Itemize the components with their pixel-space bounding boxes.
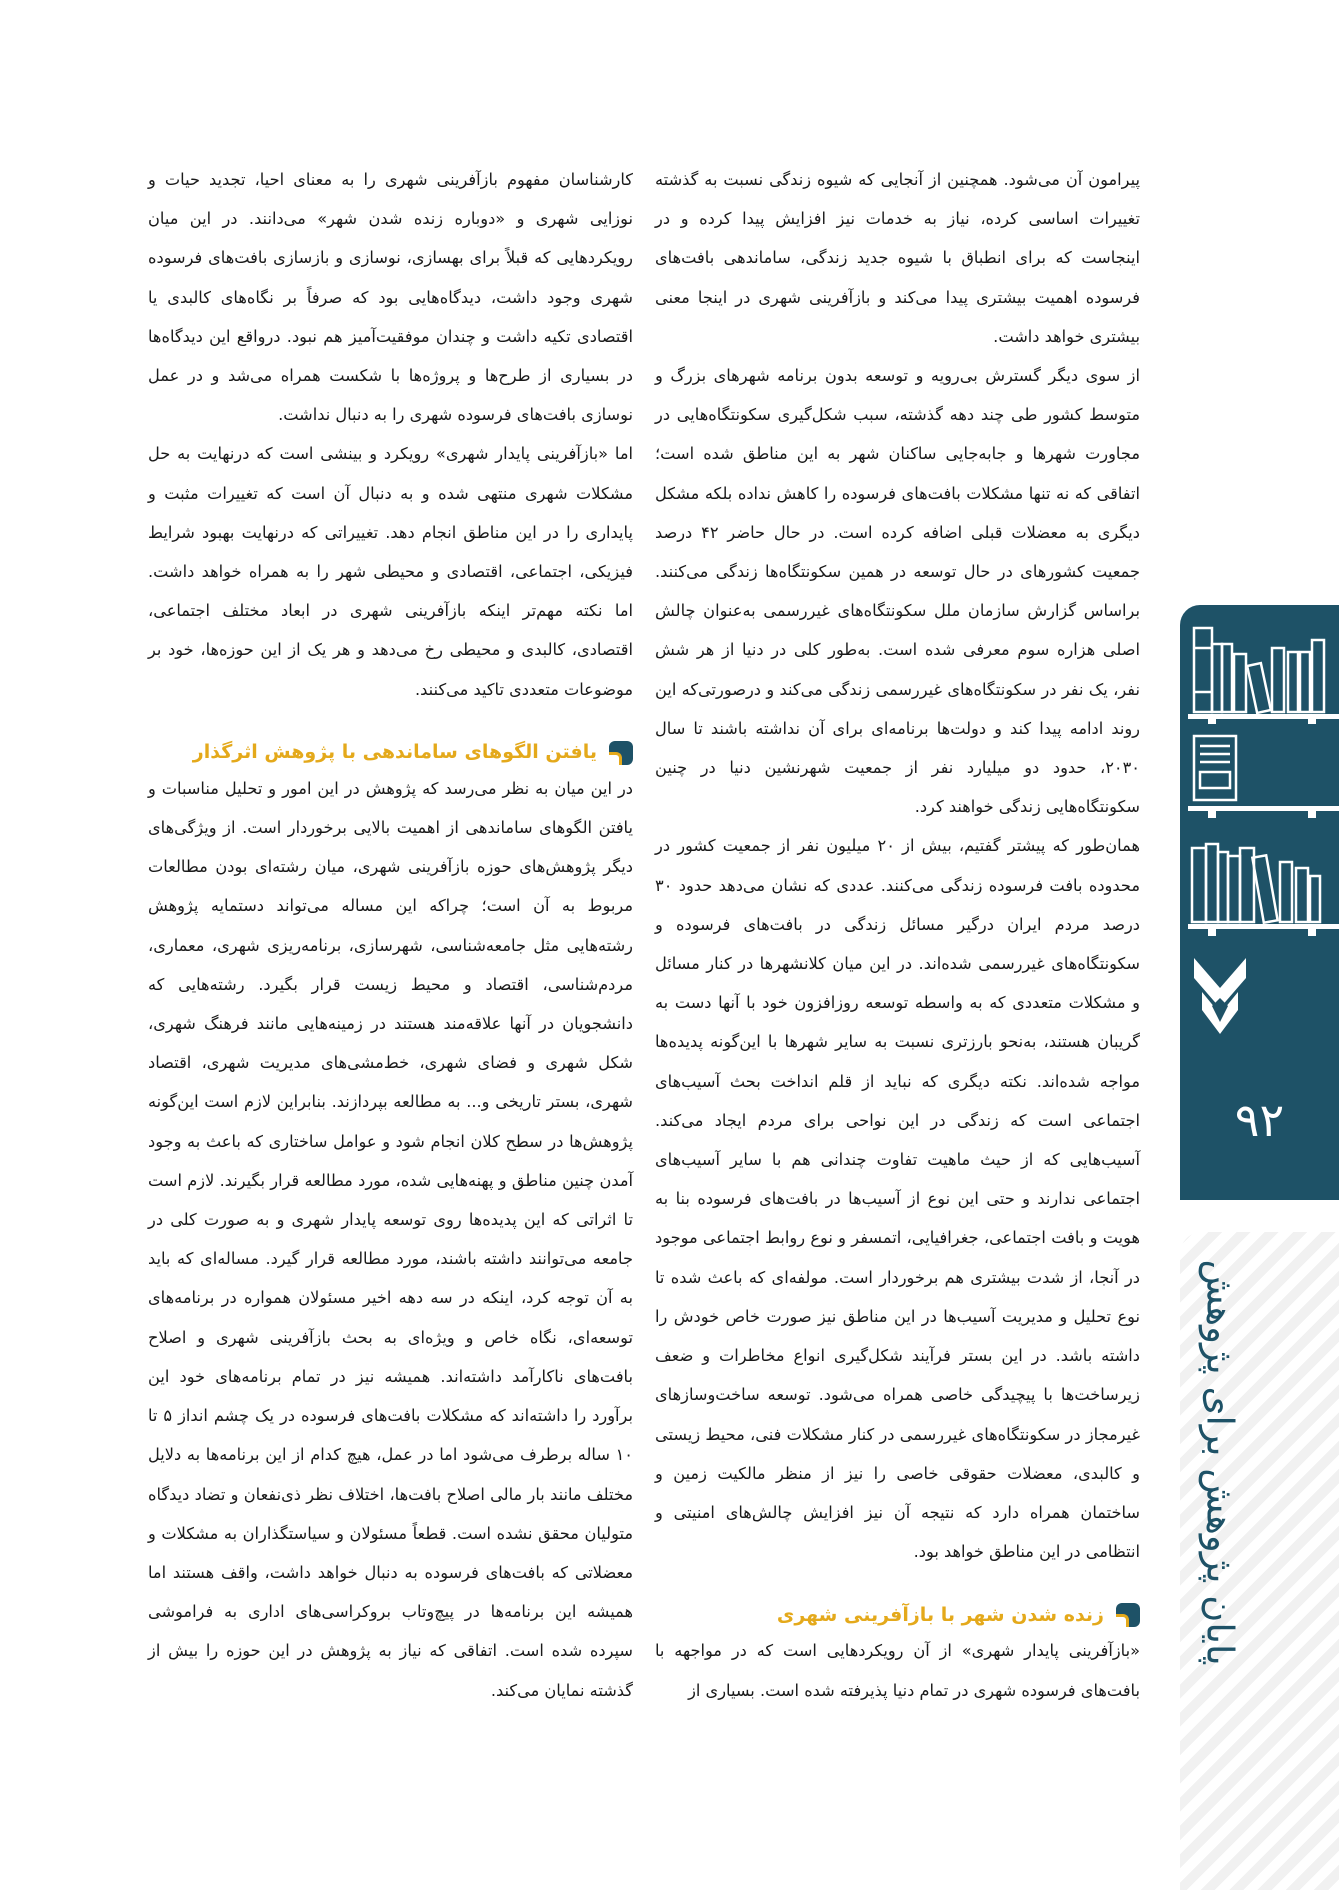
university-logo-icon xyxy=(1190,948,1250,1048)
paragraph: پیرامون آن می‌شود. همچنین از آنجایی که شیوه زندگی نسبت به گذشته تغییرات اساسی کرده، نیاز به خدمات نیز افزایش پیدا کرده و در اینجاست که برای انطباق با شیوه جدید زندگی، ساماندهی بافت‌های فرسوده اهمیت بیشتری پیدا می‌کند و بازآفرینی شهری در اینجا معنی بیشتری خواهد داشت. xyxy=(655,170,1140,346)
section-heading-text: زنده شدن شهر با بازآفرینی شهری xyxy=(776,1603,1104,1626)
books-shelf-icon xyxy=(1188,826,1339,938)
heading-bullet-icon xyxy=(609,741,633,765)
books-shelf-icon xyxy=(1188,614,1339,724)
left-column xyxy=(148,160,633,1710)
page-number: ۹۲ xyxy=(1234,1093,1285,1147)
heading-bullet-icon xyxy=(1116,1603,1140,1627)
section-heading xyxy=(148,733,633,773)
series-title-text: پایان پژوهش برای پژوهش xyxy=(1198,1258,1242,1666)
series-title xyxy=(1180,1242,1260,1682)
paragraph: از سوی دیگر گسترش بی‌رویه و توسعه بدون برنامه شهرهای بزرگ و متوسط کشور طی چند دهه گذشته، سبب شکل‌گیری سکونتگاه‌هایی در مجاورت شهرها و جابه‌جایی ساکنان شهر به این مناطق شده است؛ اتفاقی که نه تنها مشکلات بافت‌های فرسوده را کاهش نداده بلکه مشکل دیگری به معضلات قبلی اضافه کرده است. در حال حاضر ۴۲ درصد جمعیت کشورهای در حال توسعه در همین سکونتگاه‌ها زندگی می‌کنند. براساس گزارش سازمان ملل سکونتگاه‌های غیررسمی به‌عنوان چالش اصلی هزاره سوم معرفی شده است. به‌طور کلی در دنیا از هر شش نفر، یک نفر در سکونتگاه‌های غیررسمی زندگی می‌کند و درصورتی‌که این روند ادامه پیدا کند و دولت‌ها برنامه‌ای برای آن نداشته باشند تا سال ۲۰۳۰، حدود دو میلیارد نفر از جمعیت شهرنشین دنیا در چنین سکونتگاه‌هایی زندگی خواهند کرد. xyxy=(655,366,1140,817)
paragraph: در این میان به نظر می‌رسد که پژوهش در این امور و تحلیل مناسبات و یافتن الگوهای ساماندهی از اهمیت بالایی برخوردار است. از ویژگی‌های دیگر پژوهش‌های حوزه بازآفرینی شهری، میان رشته‌ای بودن مطالعات مربوط به آن است؛ چراکه این مساله می‌تواند دستمایه پژوهش رشته‌هایی مثل جامعه‌شناسی، شهرسازی، برنامه‌ریزی شهری، معماری، مردم‌شناسی، اقتصاد و محیط زیست قرار بگیرد. رشته‌هایی که دانشجویان در آنها علاقه‌مند هستند در زمینه‌هایی مانند فرهنگ شهری، شکل شهری و فضای شهری، خط‌مشی‌های مدیریت شهری، اقتصاد شهری، بستر تاریخی و... به مطالعه بپردازند. بنابراین لازم است این‌گونه پژوهش‌ها در سطح کلان انجام شود و عوامل ساختاری که باعث به وجود آمدن چنین مناطق و پهنه‌هایی شده، مورد مطالعه قرار بگیرند. لازم است تا اثراتی که این پدیده‌ها روی توسعه پایدار شهری و به صورت کلی در جامعه می‌توانند داشته باشند، مورد مطالعه قرار گیرد. مساله‌ای که باید به آن توجه کرد، اینکه در سه دهه اخیر مسئولان همواره در برنامه‌های توسعه‌ای، نگاه خاص و ویژه‌ای به بحث بازآفرینی شهری و اصلاح بافت‌های ناکارآمد داشته‌اند. همیشه نیز در تمام برنامه‌های خود این برآورد را داشته‌اند که مشکلات بافت‌های فرسوده در یک چشم انداز ۵ تا ۱۰ ساله برطرف می‌شود اما در عمل، هیچ کدام از این برنامه‌ها به دلایل مختلف مانند بار مالی اصلاح بافت‌ها، اختلاف نظر ذی‌نفعان و تضاد دیدگاه متولیان محقق نشده است. قطعاً مسئولان و سیاستگذاران به مشکلات و معضلاتی که بافت‌های فرسوده به دنبال خواهد داشت، واقف هستند اما همیشه این برنامه‌ها در پیچ‌وتاب بروکراسی‌های اداری به فراموشی سپرده شده است. اتفاقی که نیاز به پژوهش در این حوزه را بیش از گذشته نمایان می‌کند. xyxy=(148,778,633,1700)
section-heading-text: یافتن الگوهای ساماندهی با پژوهش اثرگذار xyxy=(192,741,597,764)
section-heading xyxy=(655,1595,1140,1635)
paragraph: اما «بازآفرینی پایدار شهری» رویکرد و بینشی است که درنهایت به حل مشکلات شهری منتهی شده و به دنبال آن است که تغییرات مثبت و پایداری را در این مناطق انجام دهد. تغییراتی که درنهایت بهبود شرایط فیزیکی، اجتماعی، اقتصادی و محیطی شهر را به همراه خواهد داشت. اما نکته مهم‌تر اینکه بازآفرینی شهری در ابعاد مختلف اجتماعی، اقتصادی، کالبدی و محیطی رخ می‌دهد و هر یک از این حوزه‌ها، خود بر موضوعات متعددی تاکید می‌کنند. xyxy=(148,444,633,699)
paragraph: همان‌طور که پیشتر گفتیم، بیش از ۲۰ میلیون نفر از جمعیت کشور در محدوده بافت فرسوده زندگی می‌کنند. عددی که نشان می‌دهد حدود ۳۰ درصد مردم ایران درگیر مسائل زندگی در بافت‌های فرسوده و سکونتگاه‌های غیررسمی شده‌اند. در این میان کلانشهرها در کنار مسائل و مشکلات متعددی که به واسطه توسعه روزافزون خود با آنها دست به گریبان هستند، به‌نحو بارزتری نسبت به سایر شهرها با این‌گونه پدیده‌ها مواجه شده‌اند. نکته دیگری که نباید از قلم انداخت بحث آسیب‌های اجتماعی است که زندگی در این نواحی برای مردم ایجاد می‌کند. آسیب‌هایی که از حیث ماهیت تفاوت چندانی هم با سایر آسیب‌های اجتماعی ندارند و حتی این نوع از آسیب‌ها در بافت‌های فرسوده بنا به هویت و بافت اجتماعی، جغرافیایی، اتمسفر و نوع روابط اجتماعی موجود در آنجا، از شدت بیشتری هم برخوردار است. مولفه‌ای که باعث شده تا نوع تحلیل و مدیریت آسیب‌ها در این مناطق نیز صورت خاص خودش را داشته باشد. در این بستر فرآیند شکل‌گیری انواع مخاطرات و ضعف زیرساخت‌ها با پیچیدگی خاصی همراه می‌شود. توسعه ساخت‌وسازهای غیرمجاز در سکونتگاه‌های غیررسمی در کنار مشکلات فنی، محیط زیستی و کالبدی، معضلات حقوقی خاصی را نیز از منظر مالکیت زمین و ساختمان همراه دارد که نتیجه آن نیز افزایش چالش‌های امنیتی و انتظامی در این مناطق خواهد بود. xyxy=(655,836,1140,1562)
right-column xyxy=(655,160,1140,1710)
paragraph: «بازآفرینی پایدار شهری» از آن رویکردهایی است که در مواجهه با بافت‌های فرسوده شهری در تمام دنیا پذیرفته شده است. بسیاری از xyxy=(655,1641,1140,1700)
paragraph: کارشناسان مفهوم بازآفرینی شهری را به معنای احیا، تجدید حیات و نوزایی شهری و «دوباره زنده شدن شهر» می‌دانند. در این میان رویکردهایی که قبلاً برای بهسازی، نوسازی و بازسازی بافت‌های فرسوده شهری وجود داشت، دیدگاه‌هایی بود که صرفاً بر نگاه‌های کالبدی یا اقتصادی تکیه داشت و چندان موفقیت‌آمیز هم نبود. درواقع این دیدگاه‌ها در بسیاری از طرح‌ها و پروژه‌ها با شکست همراه می‌شد و در عمل نوسازی بافت‌های فرسوده شهری را به دنبال نداشت. xyxy=(148,170,633,425)
certificate-icon xyxy=(1188,730,1339,820)
